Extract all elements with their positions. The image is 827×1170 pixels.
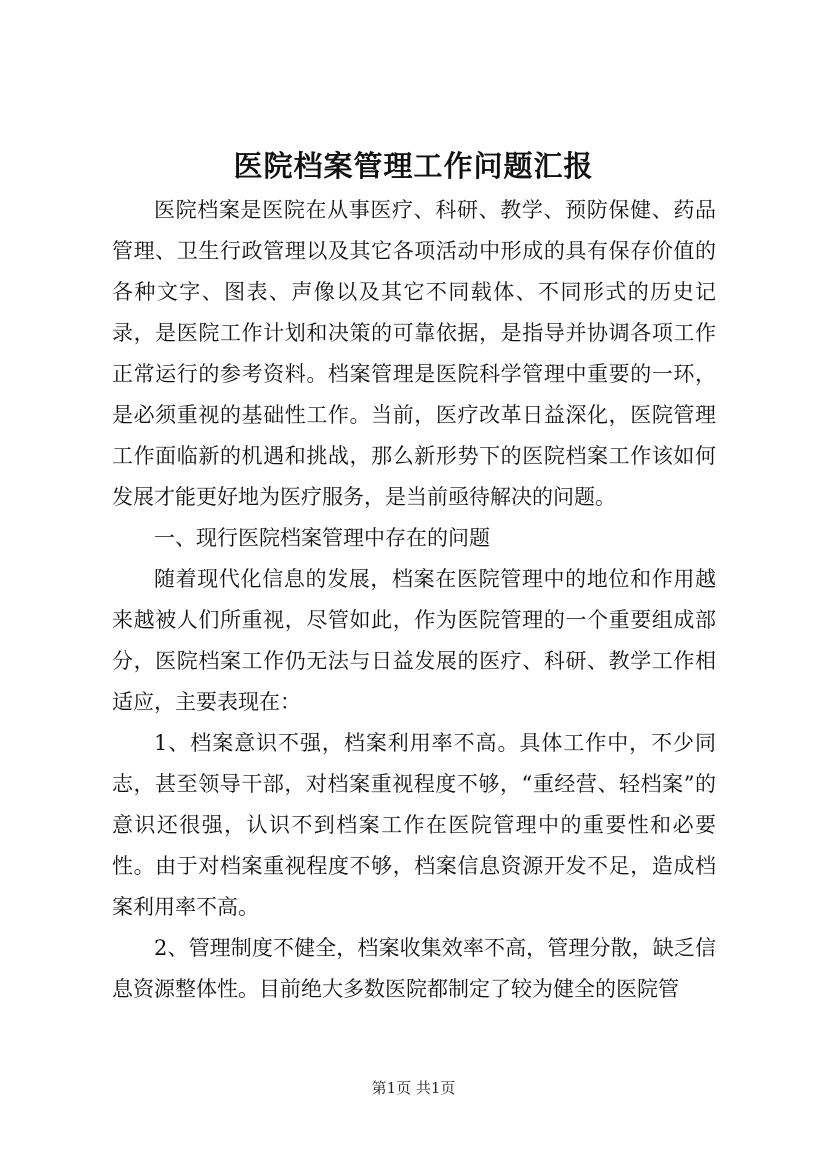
paragraph-section-1-intro: 随着现代化信息的发展，档案在医院管理中的地位和作用越来越被人们所重视，尽管如此，作为医院管理的一个重要组成部分，医院档案工作仍无法与日益发展的医疗、科研、教学工作相适应，主要表现在： bbox=[112, 567, 716, 714]
document-body bbox=[112, 190, 716, 1010]
paragraph-point-2: 2、管理制度不健全，档案收集效率不高，管理分散，缺乏信息资源整体性。目前绝大多数医院都制定了较为健全的医院管 bbox=[112, 936, 716, 1001]
paragraph-point-1: 1、档案意识不强，档案利用率不高。具体工作中，不少同志，甚至领导干部，对档案重视程度不够，“重经营、轻档案”的意识还很强，认识不到档案工作在医院管理中的重要性和必要性。由于对档案重视程度不够，档案信息资源开发不足，造成档案利用率不高。 bbox=[112, 731, 716, 919]
paragraph-intro: 医院档案是医院在从事医疗、科研、教学、预防保健、药品管理、卫生行政管理以及其它各项活动中形成的具有保存价值的各种文字、图表、声像以及其它不同载体、不同形式的历史记录，是医院工作计划和决策的可靠依据，是指导并协调各项工作正常运行的参考资料。档案管理是医院科学管理中重要的一环，是必须重视的基础性工作。当前，医疗改革日益深化，医院管理工作面临新的机遇和挑战，那么新形势下的医院档案工作该如何发展才能更好地为医疗服务，是当前亟待解决的问题。 bbox=[112, 198, 716, 509]
page-footer: 第1页 共1页 bbox=[371, 1079, 456, 1097]
section-heading-1: 一、现行医院档案管理中存在的问题 bbox=[154, 526, 490, 550]
document-title: 医院档案管理工作问题汇报 bbox=[233, 149, 594, 183]
